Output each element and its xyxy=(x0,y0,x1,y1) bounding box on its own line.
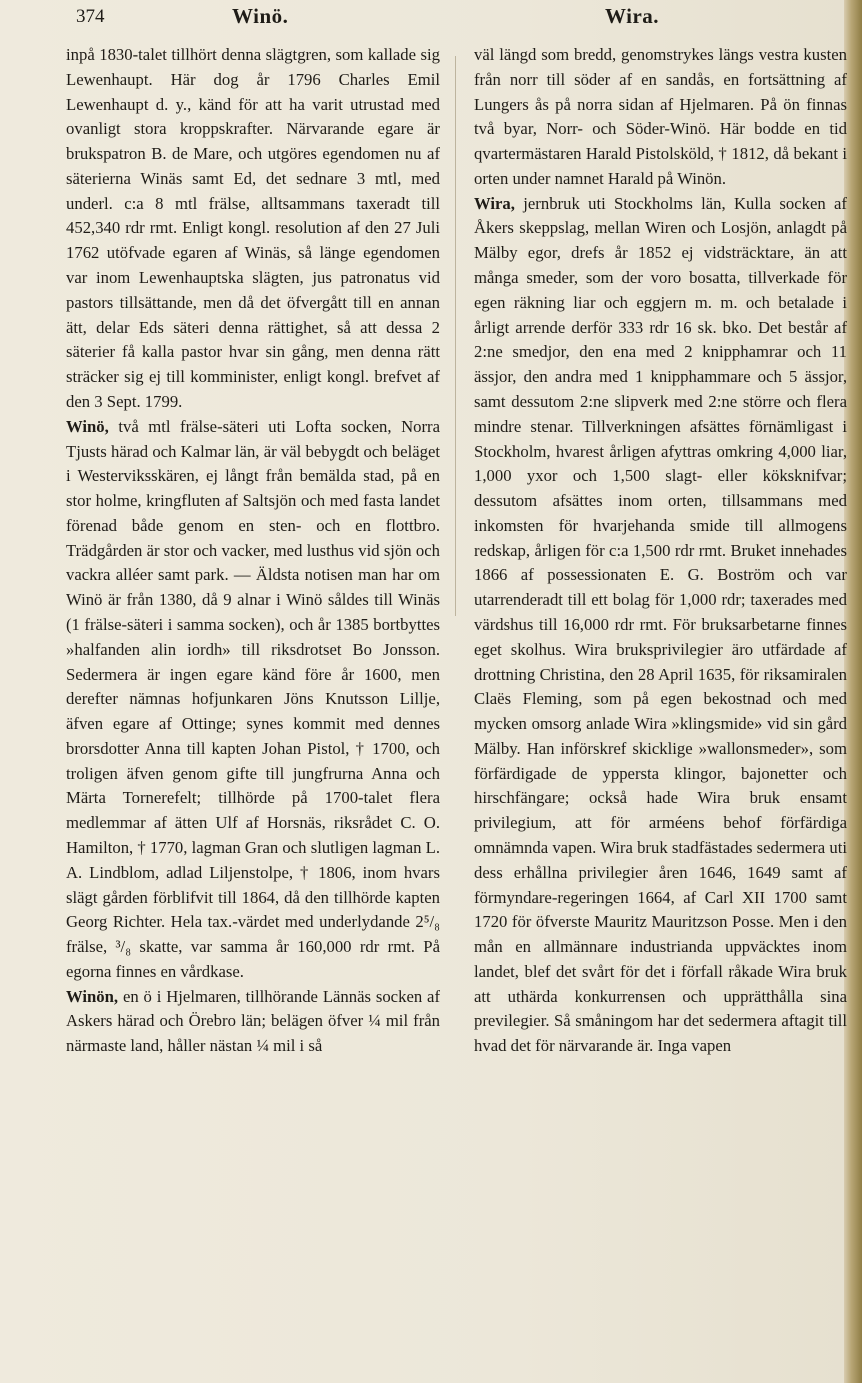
entry-winon-continued: väl längd som bredd, genomstrykes längs vestra kusten från norr till söder af en sandås, en fortsättning af Lungers ås på norra sidan af Hjelmaren. På ön finnas två byar, Norr- och Söder-Winö. Här bodde en tid qvartermästaren Harald Pistolsköld, † 1812, då bekant i orten under namnet Harald på Winön. xyxy=(474,45,847,188)
right-headword: Wira. xyxy=(605,4,660,28)
left-column xyxy=(66,43,440,1343)
entry-text: en ö i Hjelmaren, tillhörande Lännäs socken af Askers härad och Örebro län; belägen öfver ¼ mil från närmaste land, håller nästan ¼ mil i så xyxy=(66,986,440,1056)
entry-wira xyxy=(474,192,847,1059)
page-number: 374 xyxy=(76,6,105,27)
right-column xyxy=(474,43,847,1343)
entry-winon xyxy=(66,985,440,1059)
entry-headword: Winön, xyxy=(66,986,119,1006)
running-header xyxy=(0,4,862,32)
entry-text: två mtl frälse-säteri uti Lofta socken, Norra Tjusts härad och Kalmar län, är väl bebygdt och beläget i Westerviksskären, ej långt från bemälda stad, på en stor holme, kringfluten af Saltsjön och med fasta landet förenad både genom en sten- och en flottbro. Trädgården är stor och vacker, med lusthus vid sjön och vackra alléer samt park. — Äldsta notisen man har om Winö är från 1380, då 9 alnar i Winö såldes till Winäs (1 frälse-säteri i samma socken), och år 1385 bortbyttes »halfanden alin iordh» till riksdrotset Bo Jonsson. Sedermera är ingen egare känd före år 1600, men derefter nämnas hofjunkaren Jöns Knutsson Lillje, äfven egare af Ottinge; synes kommit med dennes brorsdotter Anna till kapten Johan Pistol, † 1700, och troligen äfven genom gifte till jungfrurna Anna och Märta Tornerefelt; tillhörde på 1700-talet flera medlemmar af ätten Ulf af Horsnäs, riksrådet C. O. Hamilton, † 1770, lagman Gran och slutligen lagman L. A. Lindblom, adlad Liljenstolpe, † 1806, inom hvars slägt gården förblifvit till 1864, då den tillhörde kapten Georg Richter. Hela tax.-värdet med underlydande 2⁵/₈ frälse, ³/₈ skatte, var samma år 160,000 rdr rmt. På egorna finnes en vårdkase. xyxy=(66,416,440,981)
entry-winas-continued: inpå 1830-talet tillhört denna slägtgren, som kallade sig Lewenhaupt. Här dog år 1796 Charles Emil Lewenhaupt d. y., känd för att ha varit utrustad med ovanligt stora kroppskrafter. Närvarande egare är brukspatron B. de Mare, och utgöres egendomen nu af säterierna Winäs samt Ed, det sednare 3 mtl, med underl. c:a 8 mtl frälse, alltsammans taxeradt till 452,340 rdr rmt. Enligt kongl. resolution af den 27 Juli 1762 utöfvade egaren af Winäs, så länge egendomen var inom Lewenhauptska slägten, jus patronatus vid pastors tillsättande, men då det öfvergått till en annan ätt, delar Eds säteri denna rättighet, så att dessa 2 säterier få kalla pastor hvar sin gång, men denna rätt sträcker sig ej till komminister, enligt kongl. brefvet af den 3 Sept. 1799. xyxy=(66,45,440,411)
entry-text: jernbruk uti Stockholms län, Kulla socken af Åkers skeppslag, mellan Wiren och Losjön, anlagdt på Mälby egor, drefs år 1852 ej vidsträcktare, än att många smeder, som der voro bosatta, tillverkade för egen räkning liar och eggjern m. m. och betalade i årligt arrende derför 333 rdr 16 sk. bko. Det består af 2:ne smedjor, den ena med 2 knipphamrar och 11 ässjor, den andra med 1 knipphammare och 5 ässjor, samt dessutom 2:ne slipverk med 2:ne större och flera mindre stenar. Tillverkningen afsättes förnämligast i Stockholm, hvarest årligen afyttras omkring 4,000 liar, 1,000 yxor och 1,500 slagt- eller köksknifvar; dessutom afsättes inom orten, tillsammans med inkomsten för hvarjehanda smide till allmogens redskap, årligen för c:a 1,500 rdr rmt. Bruket innehades 1866 af possessionaten E. G. Boström och var utarrenderadt till ett bolag för 1,000 rdr; taxerades med värdshus till 16,000 rdr rmt. För bruksarbetarne finnes eget skolhus. Wira bruksprivilegier äro utfärdade af drottning Christina, den 28 April 1635, för riksamiralen Claës Fleming, som på egen bekostnad och med mycken omsorg anlade Wira »klingsmide» vid sin gård Mälby. Han införskref skicklige »wallonsmeder», som förfärdigade de yppersta klingor, bajonetter och hirschfängare; också hade Wira bruk ensamt privilegium, att för arméens behof förfärdiga omnämnda vapen. Wira bruk stadfästades sedermera uti dess erhållna privilegier åren 1646, 1649 samt af förmyndare-regeringen 1664, af Carl XII 1700 samt 1720 för öfverste Mauritz Mauritzson Posse. Men i den mån en allmännare industrianda uppväcktes inom landet, blef det svårt för det i förfall råkade Wira bruk att uthärda konkurrensen och upprätthålla sina previlegier. Så småningom har det sedermera aftagit till hvad det för närvarande är. Inga vapen xyxy=(474,193,847,1056)
entry-wino xyxy=(66,415,440,985)
column-divider xyxy=(455,56,456,616)
left-headword: Winö. xyxy=(232,4,289,28)
entry-headword: Wira, xyxy=(474,193,515,213)
entry-headword: Winö, xyxy=(66,416,109,436)
